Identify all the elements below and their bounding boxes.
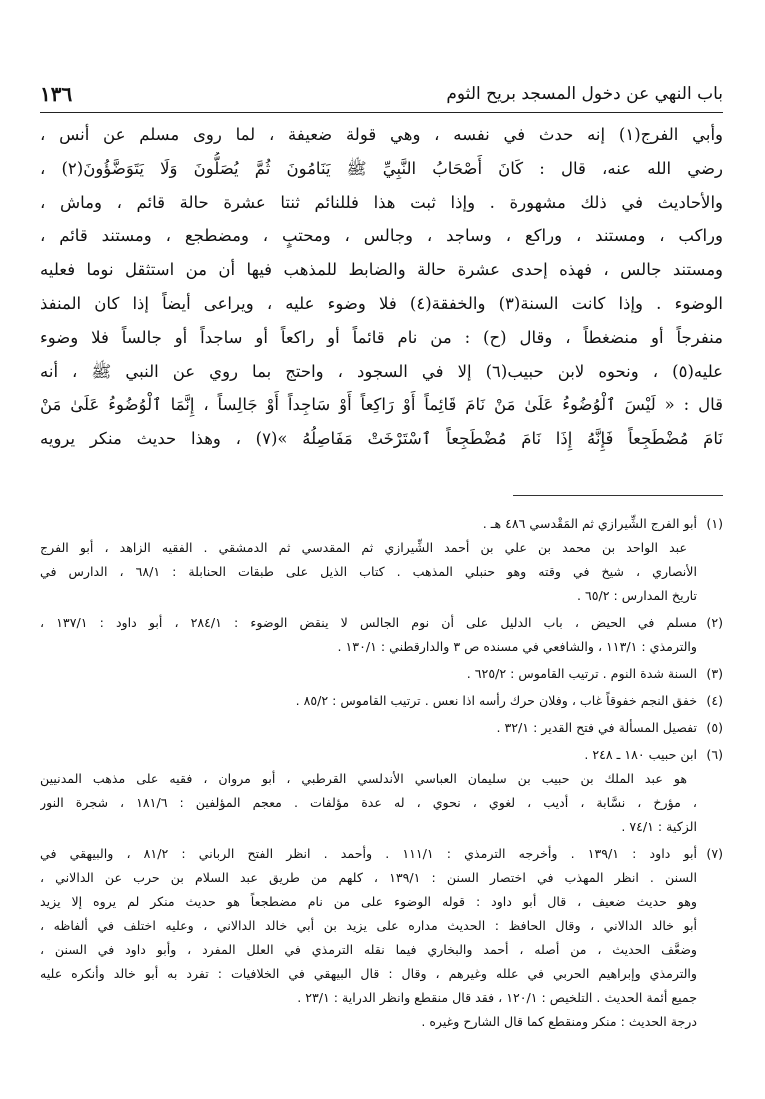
footnote-line: تفصيل المسألة في فتح القدير : ٣٢/١ .	[496, 720, 697, 735]
footnote-line: أبو الفرج الشِّيرازي ثم المَقْدسي ٤٨٦ هـ .	[482, 516, 697, 531]
footnote-line: الزكية : ٧٤/١ .	[621, 819, 697, 834]
text-line: قال : « لَيْسَ ٱلْوُضُوءُ عَلَىٰ مَنْ نَامَ قَائِماً أَوْ رَاكِعاً أَوْ سَاجِداً أَوْ جَالِساً ، إِنَّمَا ٱلْوُضُوءُ عَلَىٰ مَنْ	[40, 395, 723, 415]
footnote-line: مسلم في الحيض ، باب الدليل على أن نوم الجالس لا ينقض الوضوء : ٢٨٤/١ ، أبو داود : ١٣٧/١ ،	[40, 615, 697, 630]
footnote-line: خفق النجم خفوقاً غاب ، وفلان حرك رأسه اذا نعس . ترتيب القاموس : ٨٥/٢ .	[295, 693, 697, 708]
footnote-3	[40, 662, 723, 686]
footnote-number: (٧)	[706, 846, 723, 861]
footnote-separator	[513, 495, 723, 496]
running-header	[40, 82, 723, 110]
footnote-6	[40, 743, 723, 839]
footnote-line: عبد الواحد بن محمد بن علي بن أحمد الشِّيرازي ثم المقدسي ثم الدمشقي . الفقيه الزاهد ، أبو الفرج	[40, 540, 687, 555]
footnote-number: (٢)	[706, 615, 723, 630]
footnote-number: (١)	[706, 516, 723, 531]
footnote-4	[40, 689, 723, 713]
footnote-line: والترمذي وإبراهيم الحربي في علله وغيرهم ، وقال : قال البيهقي في الخلافيات : تفرد به أبو خالد وأنكره عليه	[40, 966, 697, 981]
footnote-line: وهو حديث ضعيف ، قال أبو داود : قوله الوضوء على من نام مضطجعاً هو حديث منكر لم يروه إلا يزيد	[40, 894, 697, 909]
text-line: رضي الله عنه، قال : كَانَ أَصْحَابُ النَّبِيِّ ﷺ يَنَامُونَ ثُمَّ يُصَلُّونَ وَلَا يَتَوَضَّؤُونَ(٢) ،	[40, 158, 723, 178]
footnote-line: هو عبد الملك بن حبيب بن سليمان العباسي الأندلسي القرطبي ، أبو مروان ، فقيه على مذهب المدنيين	[40, 771, 687, 786]
footnote-line: أبو داود : ١٣٩/١ . وأخرجه الترمذي : ١١١/١ . وأحمد . انظر الفتح الرباني : ٨١/٢ ، والبيهقي في	[40, 846, 697, 861]
text-line: نَامَ مُضْطَجِعاً فَإِنَّهُ إِذَا نَامَ مُضْطَجِعاً ٱسْتَرْخَتْ مَفَاصِلُهُ »(٧) ، وهذا حديث منكر يرويه	[40, 429, 723, 449]
header-rule	[40, 112, 723, 113]
footnote-line: ، مؤرخ ، نسَّابة ، أديب ، لغوي ، نحوي ، له عدة مؤلفات . معجم المؤلفين : ١٨١/٦ ، شجرة النور	[40, 795, 697, 810]
footnote-number: (٤)	[706, 693, 723, 708]
footnote-line: السنن . انظر المهذب في اختصار السنن : ١٣٩/١ ، كلهم من طريق عبد السلام بن حرب عن الدالاني ،	[40, 870, 697, 885]
footnote-number: (٣)	[706, 666, 723, 681]
chapter-title: باب النهي عن دخول المسجد بريح الثوم	[446, 84, 723, 104]
footnote-line: أبو خالد الدالاني ، وقال الحافظ : الحديث مداره على يزيد بن أبي خالد الدالاني ، وعليه اختلف في ألفاظه ،	[40, 918, 697, 933]
footnote-2	[40, 611, 723, 659]
text-line: وأبي الفرج(١) إنه حدث في نفسه ، وهي قولة ضعيفة ، لما روى مسلم عن أنس ،	[40, 125, 723, 144]
footnote-line: السنة شدة النوم . ترتيب القاموس : ٦٢٥/٢ .	[466, 666, 697, 681]
footnote-number: (٦)	[706, 747, 723, 762]
footnote-number: (٥)	[706, 720, 723, 735]
main-text	[40, 118, 723, 456]
text-line: وراكب ، ومستند ، وراكع ، وساجد ، وجالس ، ومحتبٍ ، ومضطجع ، ومستند قائم ،	[40, 226, 723, 246]
footnote-line: وضعَّف الحديث ، من أصله ، أحمد والبخاري فيما نقله الترمذي في العلل المفرد ، وأبو داود في السنن ،	[40, 942, 697, 957]
footnotes	[40, 512, 723, 1037]
text-line: والأحاديث في ذلك مشهورة . وإذا ثبت هذا فللنائم ثنتا عشرة حالة قائم ، وماش ،	[40, 192, 723, 212]
footnote-7	[40, 842, 723, 1034]
footnote-line: درجة الحديث : منكر ومنقطع كما قال الشارح وغيره .	[421, 1014, 697, 1029]
page-number: ١٣٦	[40, 82, 73, 106]
text-line: عليه(٥) ، ونحوه لابن حبيب(٦) إلا في السجود ، واحتج بما روي عن النبي ﷺ ، أنه	[40, 361, 723, 381]
footnote-line: ابن حبيب ١٨٠ ـ ٢٤٨ .	[584, 747, 697, 762]
text-line: الوضوء . وإذا كانت السنة(٣) والخفقة(٤) فلا وضوء عليه ، ويراعى أيضاً إذا كان المنفذ	[40, 293, 723, 313]
text-line: منفرجاً أو منضغطاً ، وقال (ح) : من نام قائماً أو راكعاً أو ساجداً أو جالساً فلا وضوء	[40, 327, 723, 347]
text-line: ومستند جالس ، فهذه إحدى عشرة حالة والضابط للمذهب فيها أن من استثقل نوما فعليه	[40, 260, 723, 280]
footnote-line: جميع أئمة الحديث . التلخيص : ١٢٠/١ ، فقد قال منقطع وانظر الدراية : ٢٣/١ .	[297, 990, 697, 1005]
footnote-line: والترمذي : ١١٣/١ ، والشافعي في مسنده ص ٣ والدارقطني : ١٣٠/١ .	[337, 639, 697, 654]
footnote-line: تاريخ المدارس : ٦٥/٢ .	[576, 588, 697, 603]
footnote-line: الأنصاري ، شيخ في وقته وهو حنبلي المذهب . كتاب الذيل على طبقات الحنابلة : ٦٨/١ ، الدارس في	[40, 564, 697, 579]
footnote-1	[40, 512, 723, 608]
footnote-5	[40, 716, 723, 740]
